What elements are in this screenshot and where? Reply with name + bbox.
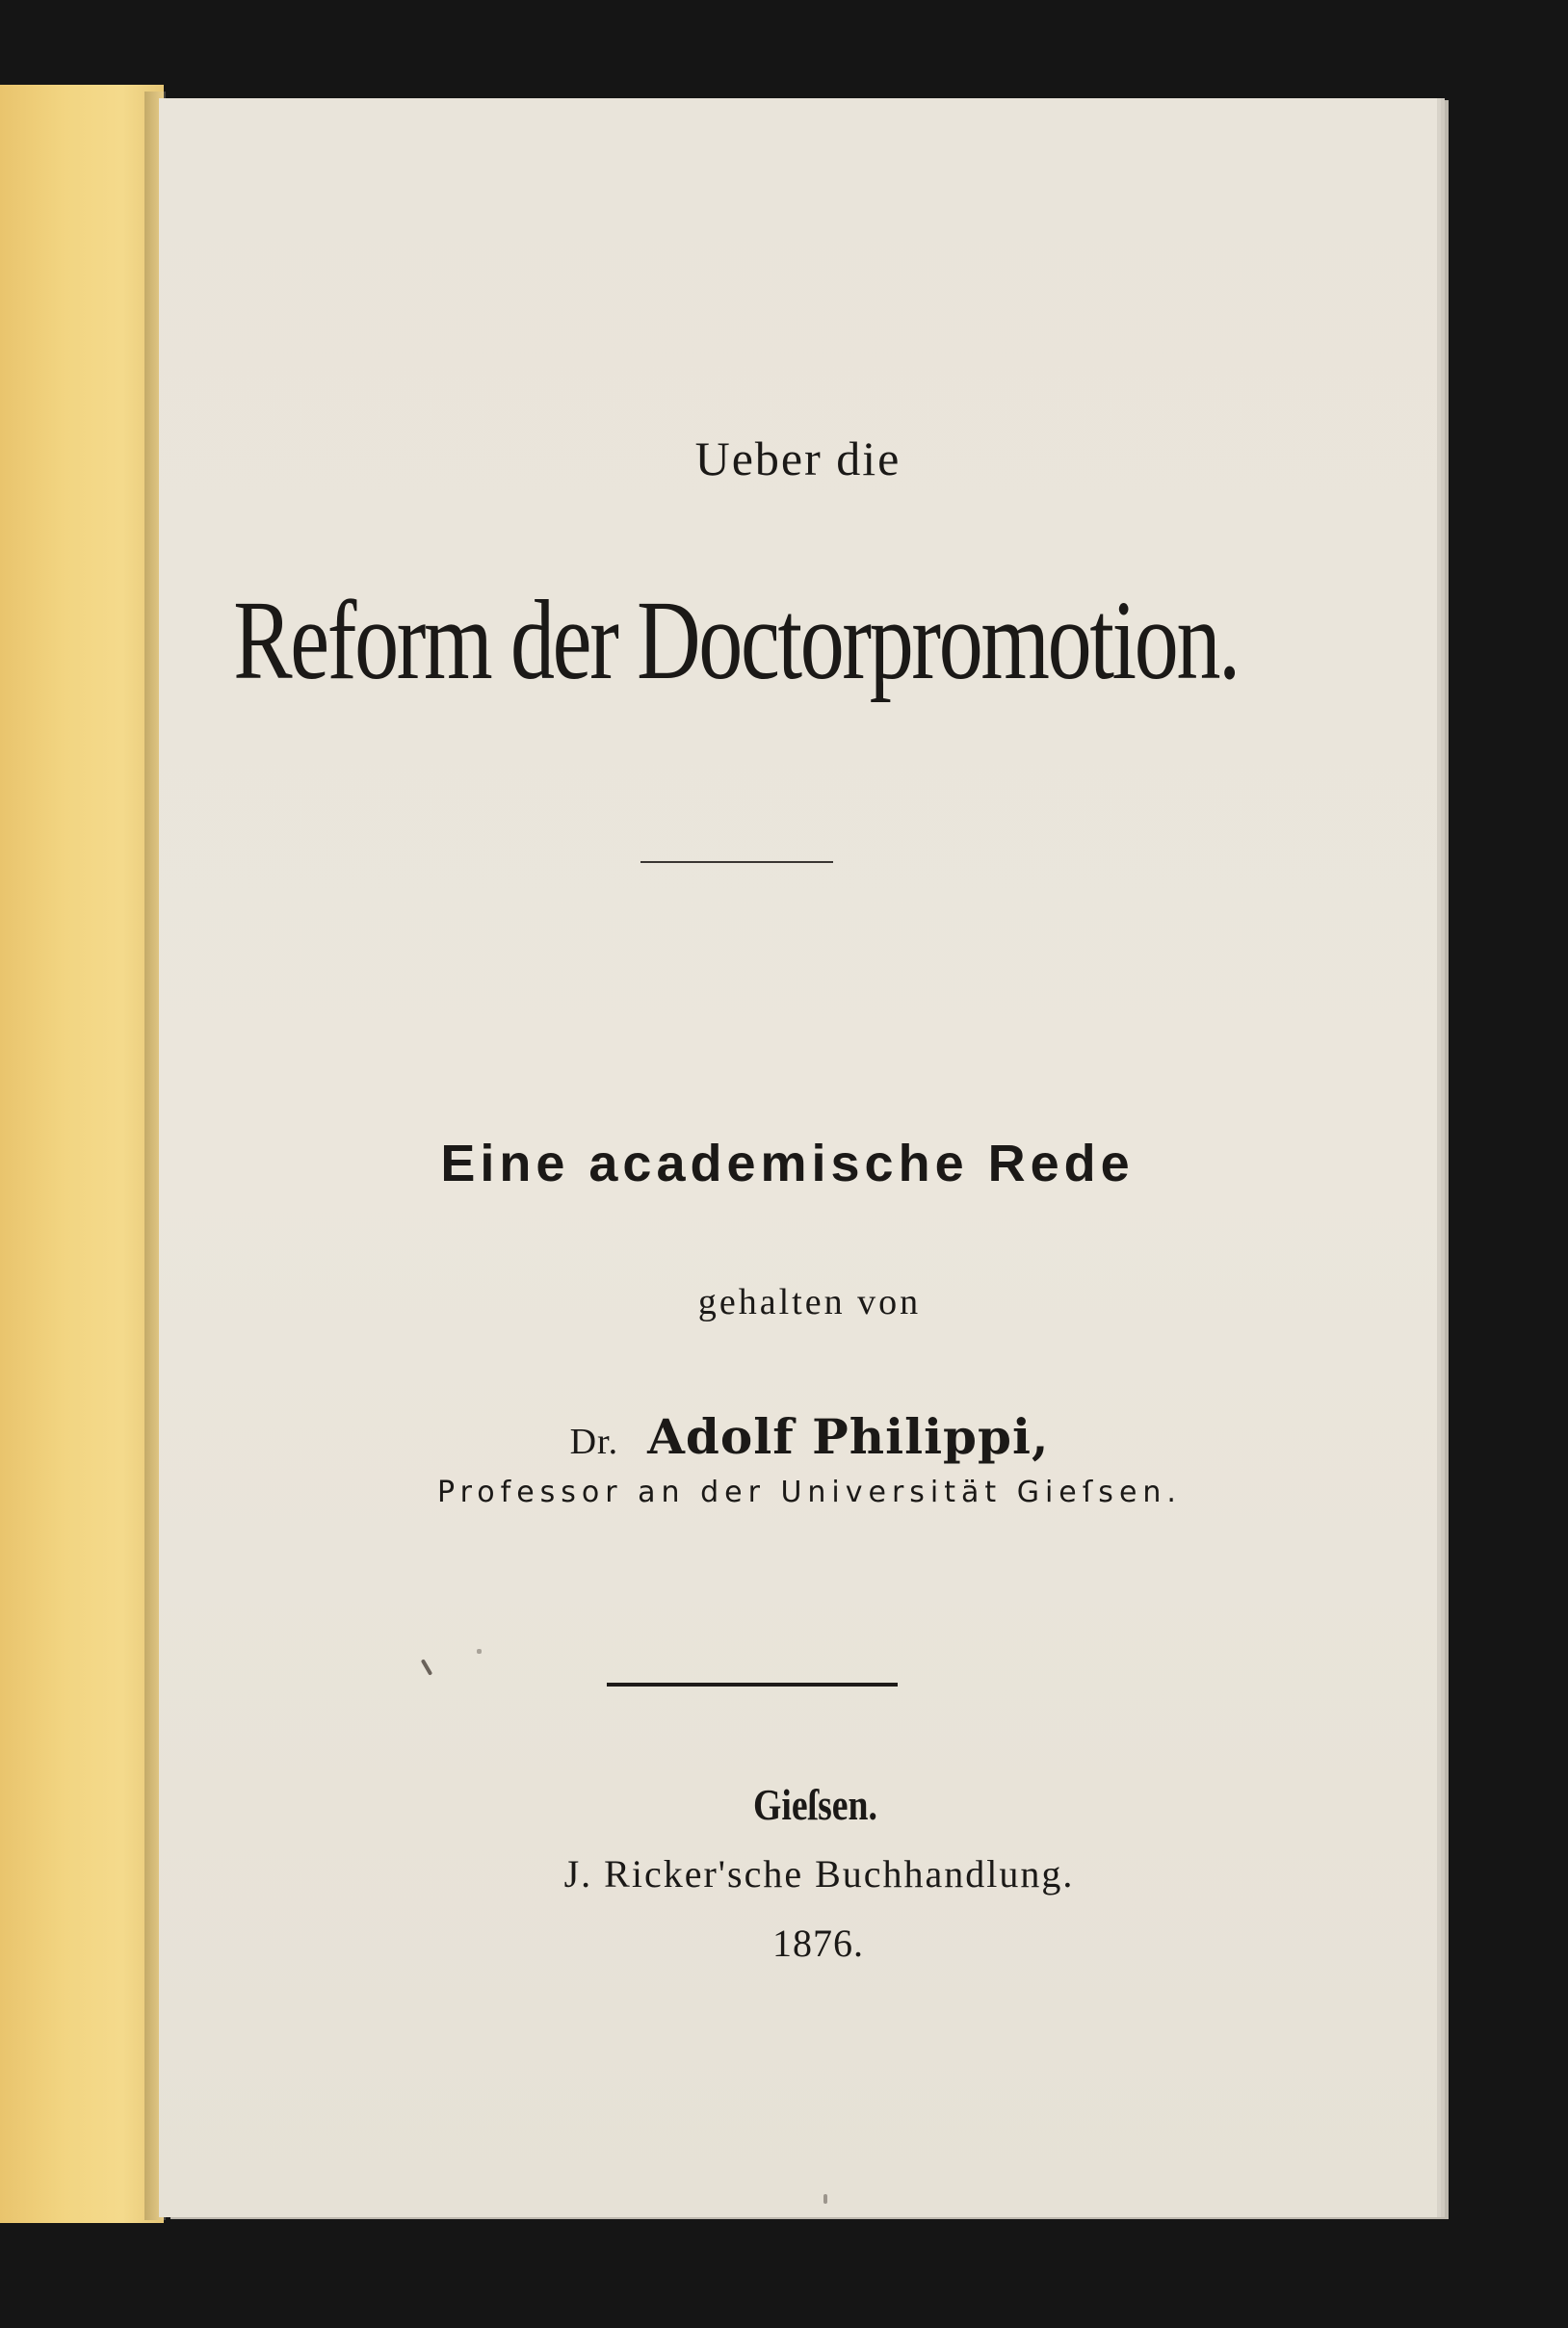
paper-speck	[421, 1659, 432, 1676]
author-name: Adolf Philippi,	[647, 1408, 1050, 1465]
title-divider	[640, 861, 833, 863]
subtitle: Eine academische Rede	[440, 1135, 1135, 1192]
author-space	[628, 1419, 638, 1462]
pre-title: Ueber die	[694, 432, 902, 485]
paper-speck	[823, 2194, 827, 2204]
title-page	[159, 98, 1437, 2217]
author-affiliation: Professor an der Universität Gieſsen.	[437, 1476, 1182, 1509]
author-line	[170, 1408, 1449, 1465]
held-by-line: gehalten von	[697, 1282, 922, 1322]
author-honorific: Dr.	[569, 1422, 619, 1462]
imprint-year: 1876.	[772, 1922, 864, 1965]
book-cover-edge	[0, 85, 164, 2223]
imprint-publisher: J. Ricker'sche Buchhandlung.	[563, 1852, 1075, 1896]
imprint-divider	[607, 1683, 898, 1687]
page-stack-edge	[1437, 104, 1449, 2219]
book-title: Reform der Doctorpromotion.	[233, 577, 1239, 703]
imprint-place: Gieſsen.	[753, 1780, 877, 1829]
paper-speck	[477, 1649, 482, 1654]
